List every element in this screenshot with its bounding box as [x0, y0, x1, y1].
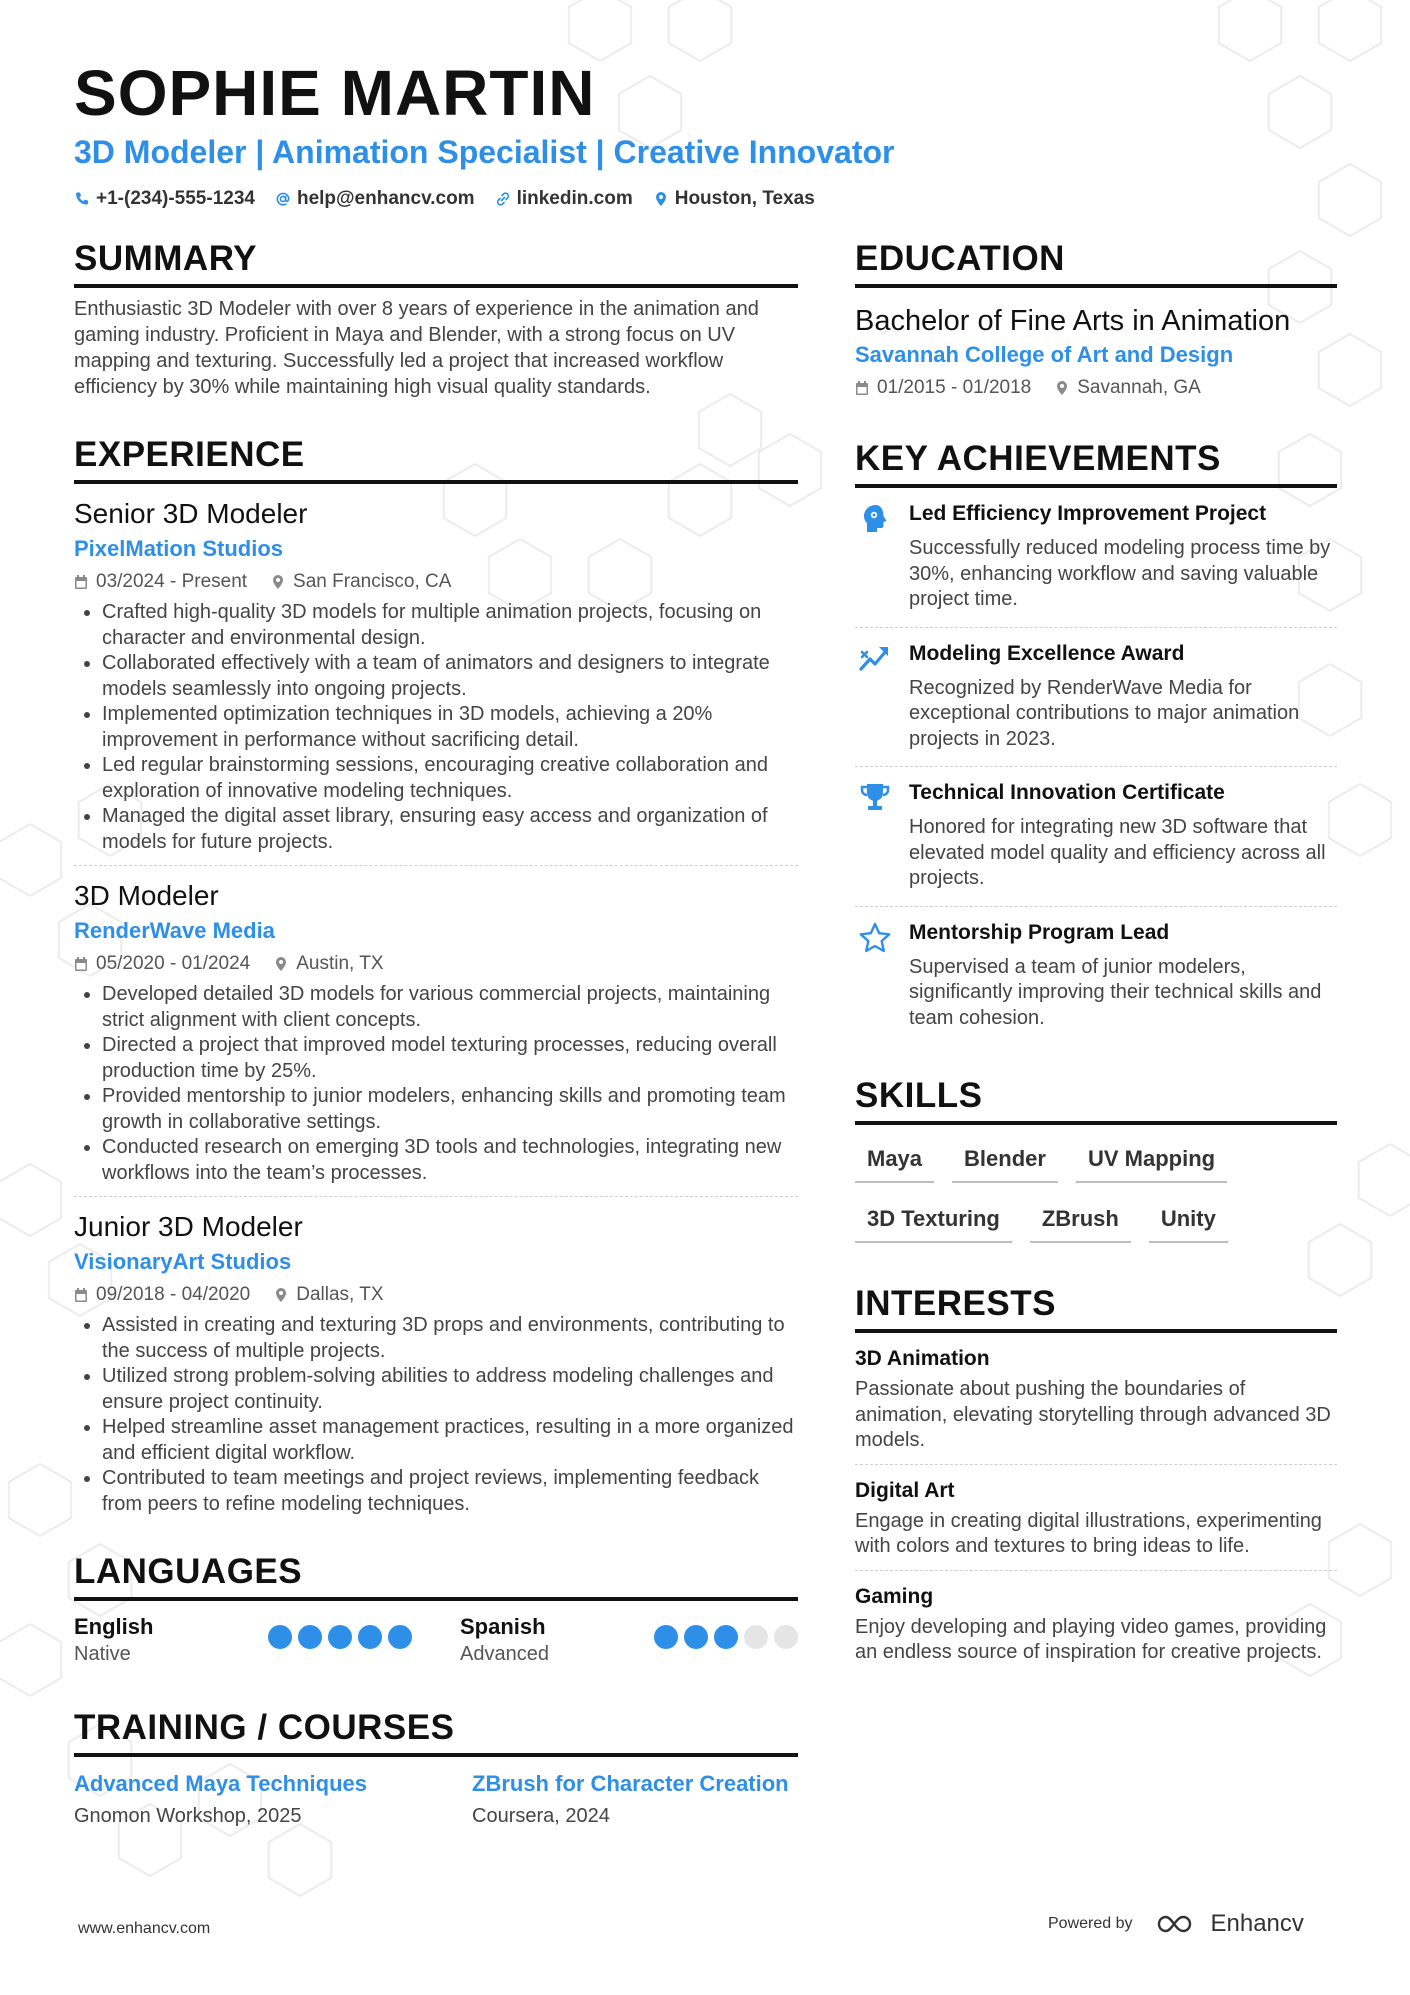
language-item	[74, 1613, 412, 1667]
rating-dot-filled	[328, 1625, 352, 1649]
course-item	[74, 1769, 400, 1831]
job-bullet: • Directed a project that improved model texturing processes, reducing overall production time by 25%.	[102, 1033, 798, 1084]
link-icon	[495, 191, 511, 207]
job-bullet: • Collaborated effectively with a team of animators and designers to integrate models seamlessly into ongoing projects.	[102, 651, 798, 702]
language-rating	[268, 1625, 412, 1667]
education-location	[1055, 376, 1201, 400]
rating-dot-filled	[714, 1625, 738, 1649]
language-rating	[654, 1625, 798, 1667]
job-entry	[74, 496, 798, 866]
map-pin-icon	[1055, 380, 1069, 396]
rating-dot-filled	[268, 1625, 292, 1649]
job-bullet: • Assisted in creating and texturing 3D props and environments, contributing to the success of multiple projects.	[102, 1313, 798, 1364]
education-dates	[855, 376, 1031, 400]
education-heading: EDUCATION	[855, 236, 1337, 288]
candidate-tagline: 3D Modeler | Animation Specialist | Creative Innovator	[74, 134, 895, 170]
job-meta	[74, 1283, 798, 1307]
rating-dot-filled	[358, 1625, 382, 1649]
job-location-text: Dallas, TX	[296, 1284, 384, 1305]
job-bullet: • Helped streamline asset management practices, resulting in a more organized and efficient digital workflow.	[102, 1415, 798, 1466]
language-item	[460, 1613, 798, 1667]
job-dates	[74, 570, 247, 594]
interest-item	[855, 1333, 1337, 1465]
contact-linkedin[interactable]	[495, 188, 633, 210]
job-bullet: • Crafted high-quality 3D models for multiple animation projects, focusing on character and environmental design.	[102, 600, 798, 651]
course-provider: Coursera, 2024	[472, 1805, 610, 1827]
course-item	[472, 1769, 798, 1831]
star-icon	[855, 919, 895, 961]
summary-heading: SUMMARY	[74, 236, 798, 288]
achievement-desc: Supervised a team of junior modelers, significantly improving their technical skills and team cohesion.	[909, 955, 1322, 1029]
education-school: Savannah College of Art and Design	[855, 342, 1234, 367]
achievement-title: Mentorship Program Lead	[909, 920, 1170, 944]
job-company: VisionaryArt Studios	[74, 1249, 292, 1274]
interest-item	[855, 1465, 1337, 1571]
interest-desc: Engage in creating digital illustrations, experimenting with colors and textures to bring ideas to life.	[855, 1509, 1322, 1557]
skills-heading: SKILLS	[855, 1073, 1337, 1125]
summary-text: Enthusiastic 3D Modeler with over 8 years of experience in the animation and gaming industry. Proficient in Maya and Blender, with a strong focus on UV mapping and texturing. Successfully led a project that increased workflow efficiency by 30% while maintaining high visual quality standards.	[74, 298, 759, 398]
achievement-desc: Recognized by RenderWave Media for exceptional contributions to major animation projects in 2023.	[909, 676, 1300, 750]
achievement-item	[855, 488, 1337, 628]
rating-dot-filled	[388, 1625, 412, 1649]
language-level: Advanced	[460, 1643, 549, 1665]
rating-dot-empty	[744, 1625, 768, 1649]
job-bullet: • Managed the digital asset library, ensuring easy access and organization of models for future projects.	[102, 804, 798, 855]
interests-section	[855, 1281, 1337, 1676]
job-role: Junior 3D Modeler	[74, 1211, 303, 1242]
education-section	[855, 236, 1337, 400]
map-pin-icon	[271, 574, 285, 590]
job-company: PixelMation Studios	[74, 536, 284, 561]
interest-title: 3D Animation	[855, 1347, 990, 1370]
interests-heading: INTERESTS	[855, 1281, 1337, 1333]
skill-tag: Blender	[952, 1141, 1058, 1183]
training-heading: TRAINING / COURSES	[74, 1705, 798, 1757]
interest-desc: Enjoy developing and playing video games, providing an endless source of inspiration for creative projects.	[855, 1615, 1327, 1663]
job-bullet: • Provided mentorship to junior modelers, enhancing skills and promoting team growth in collaborative settings.	[102, 1084, 798, 1135]
job-location	[271, 570, 451, 594]
candidate-name: SOPHIE MARTIN	[74, 57, 596, 129]
rating-dot-filled	[684, 1625, 708, 1649]
email-text: help@enhancv.com	[296, 188, 475, 209]
growth-arrow-icon	[855, 640, 895, 682]
footer-website[interactable]: www.enhancv.com	[78, 1920, 211, 1937]
education-degree: Bachelor of Fine Arts in Animation	[855, 305, 1291, 337]
job-dates	[74, 952, 250, 976]
achievements-heading: KEY ACHIEVEMENTS	[855, 436, 1337, 488]
job-dates	[74, 1283, 250, 1307]
achievement-title: Led Efficiency Improvement Project	[909, 502, 1267, 525]
language-level: Native	[74, 1643, 131, 1665]
job-dates-text: 03/2024 - Present	[96, 571, 248, 592]
achievement-content	[909, 919, 1337, 1032]
job-location-text: San Francisco, CA	[293, 571, 452, 592]
language-info	[460, 1613, 549, 1667]
contact-bar	[74, 188, 1334, 210]
job-bullets	[74, 1313, 798, 1517]
achievement-item	[855, 767, 1337, 907]
phone-text: +1-(234)-555-1234	[96, 188, 255, 209]
calendar-icon	[74, 1287, 88, 1303]
skill-tag: UV Mapping	[1076, 1141, 1227, 1183]
achievement-title: Modeling Excellence Award	[909, 641, 1185, 665]
enhancv-logo-icon	[1155, 1912, 1201, 1936]
experience-section	[74, 432, 798, 1527]
job-company: RenderWave Media	[74, 918, 275, 943]
training-section	[74, 1705, 798, 1831]
education-dates-text: 01/2015 - 01/2018	[877, 377, 1032, 398]
language-name: Spanish	[460, 1614, 546, 1639]
education-meta	[855, 376, 1337, 400]
calendar-icon	[74, 574, 88, 590]
map-pin-icon	[274, 956, 288, 972]
powered-by-text: Powered by	[1048, 1915, 1133, 1932]
phone-icon	[74, 191, 90, 207]
job-meta	[74, 570, 798, 594]
job-bullets	[74, 600, 798, 855]
achievements-section	[855, 436, 1337, 1045]
education-location-text: Savannah, GA	[1077, 377, 1201, 398]
skill-tag: ZBrush	[1030, 1201, 1131, 1243]
job-role: Senior 3D Modeler	[74, 498, 308, 529]
at-sign-icon	[275, 191, 291, 207]
rating-dot-filled	[298, 1625, 322, 1649]
languages-heading: LANGUAGES	[74, 1549, 798, 1601]
job-bullets	[74, 982, 798, 1186]
job-bullet: • Contributed to team meetings and project reviews, implementing feedback from peers to refine modeling techniques.	[102, 1466, 798, 1517]
job-dates-text: 09/2018 - 04/2020	[96, 1284, 251, 1305]
achievement-item	[855, 907, 1337, 1046]
interest-title: Gaming	[855, 1584, 934, 1608]
job-entry	[74, 1209, 798, 1527]
brain-head-icon	[855, 500, 895, 542]
course-provider: Gnomon Workshop, 2025	[74, 1805, 302, 1827]
achievement-content	[909, 779, 1337, 892]
experience-heading: EXPERIENCE	[74, 432, 798, 484]
job-meta	[74, 952, 798, 976]
achievement-title: Technical Innovation Certificate	[909, 781, 1225, 804]
map-pin-icon	[274, 1287, 288, 1303]
trophy-icon	[855, 779, 895, 821]
achievement-item	[855, 628, 1337, 768]
job-bullet: • Developed detailed 3D models for various commercial projects, maintaining strict alignment with client concepts.	[102, 982, 798, 1033]
course-name[interactable]: Advanced Maya Techniques	[74, 1771, 368, 1796]
right-column	[855, 236, 1337, 1676]
linkedin-text: linkedin.com	[516, 188, 633, 209]
skill-tag: Maya	[855, 1141, 934, 1183]
contact-location	[653, 188, 815, 210]
map-pin-icon	[653, 191, 669, 207]
job-bullet: • Utilized strong problem-solving abilities to address modeling challenges and ensure project continuity.	[102, 1364, 798, 1415]
achievement-content	[909, 640, 1337, 753]
job-dates-text: 05/2020 - 01/2024	[96, 953, 251, 974]
contact-phone[interactable]	[74, 188, 255, 210]
job-bullet: • Conducted research on emerging 3D tools and technologies, integrating new workflows into the team’s processes.	[102, 1135, 798, 1186]
achievement-content	[909, 500, 1337, 613]
interest-item	[855, 1571, 1337, 1676]
skill-tag: 3D Texturing	[855, 1201, 1012, 1243]
rating-dot-filled	[654, 1625, 678, 1649]
footer-branding	[1048, 1910, 1304, 1938]
job-role: 3D Modeler	[74, 880, 219, 911]
job-bullet: • Implemented optimization techniques in 3D models, achieving a 20% improvement in performance without sacrificing detail.	[102, 702, 798, 753]
achievement-desc: Honored for integrating new 3D software that elevated model quality and efficiency across all projects.	[909, 816, 1326, 889]
skills-list	[855, 1141, 1275, 1243]
left-column	[74, 236, 798, 1831]
achievement-desc: Successfully reduced modeling process time by 30%, enhancing workflow and saving valuable project time.	[909, 537, 1331, 610]
rating-dot-empty	[774, 1625, 798, 1649]
summary-section	[74, 236, 798, 400]
contact-email[interactable]	[275, 188, 475, 210]
skill-tag: Unity	[1149, 1201, 1228, 1243]
languages-section	[74, 1549, 798, 1667]
job-location	[274, 1283, 383, 1307]
interest-title: Digital Art	[855, 1478, 955, 1502]
calendar-icon	[74, 956, 88, 972]
language-name: English	[74, 1614, 154, 1639]
language-info	[74, 1613, 153, 1667]
job-location-text: Austin, TX	[296, 953, 384, 974]
brand-logo[interactable]	[1155, 1910, 1304, 1938]
interest-desc: Passionate about pushing the boundaries of animation, elevating storytelling through advanced 3D models.	[855, 1378, 1331, 1451]
training-list	[74, 1769, 798, 1831]
skills-section	[855, 1073, 1337, 1243]
job-entry	[74, 878, 798, 1197]
location-text: Houston, Texas	[674, 188, 815, 209]
course-name[interactable]: ZBrush for Character Creation	[472, 1771, 789, 1796]
brand-name: Enhancv	[1210, 1910, 1304, 1937]
calendar-icon	[855, 380, 869, 396]
languages-list	[74, 1613, 798, 1667]
job-location	[274, 952, 383, 976]
job-bullet: • Led regular brainstorming sessions, encouraging creative collaboration and exploration of innovative modeling techniques.	[102, 753, 798, 804]
resume-header	[74, 56, 1334, 210]
